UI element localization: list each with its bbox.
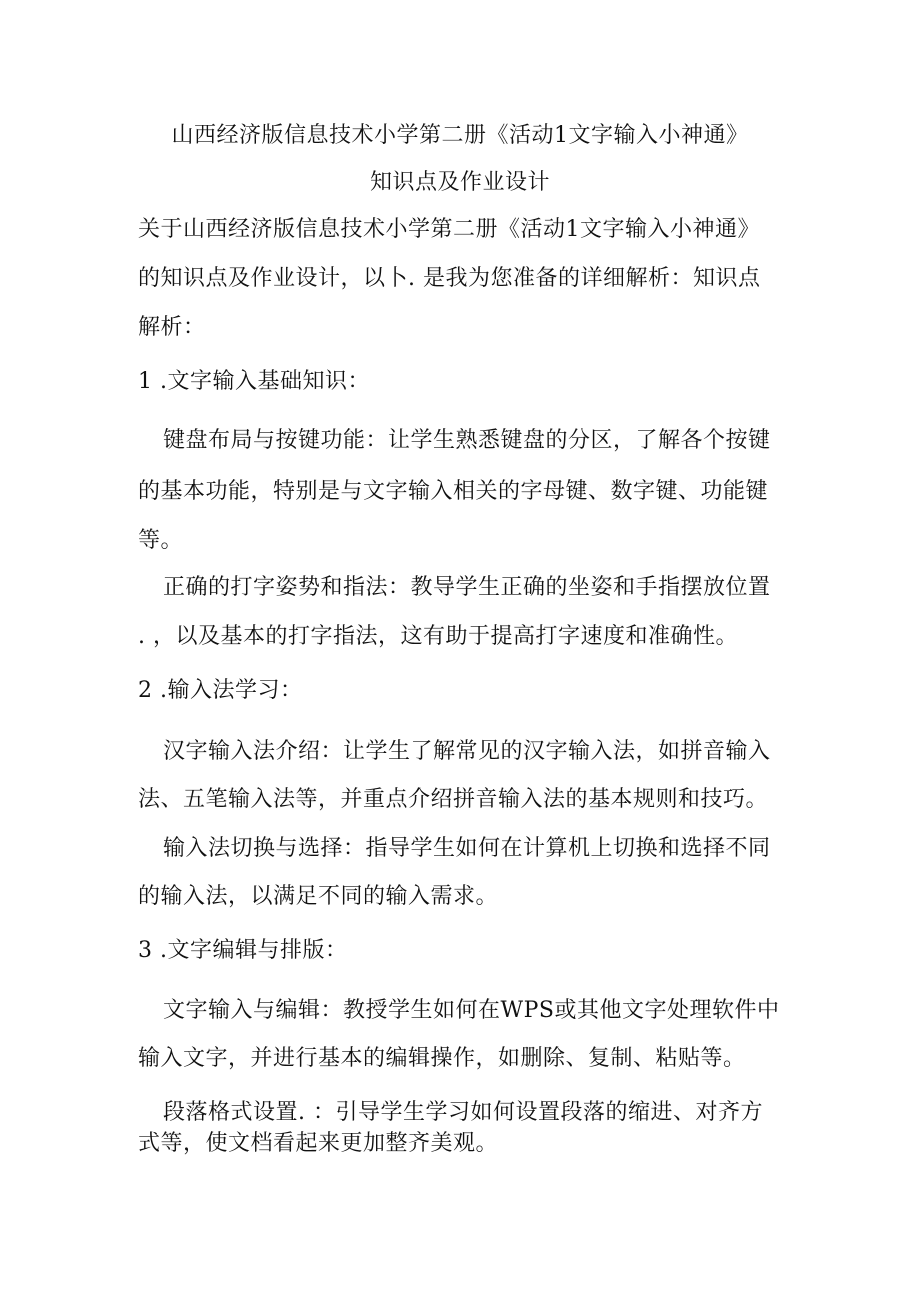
section-3-para-2-line-1: 段落格式设置. ：引导学生学习如何设置段落的缩进、对齐方 xyxy=(163,1100,763,1125)
document-title-line-2: 知识点及作业设计 xyxy=(369,170,550,195)
section-3-para-1-line-2: 输入文字，并进行基本的编辑操作，如删除、复制、粘贴等。 xyxy=(138,1046,746,1071)
section-1-heading: 1 .文字输入基础知识： xyxy=(138,369,370,394)
intro-line-1: 关于山西经济版信息技术小学第二册《活动1文字输入小神通》 xyxy=(138,217,760,242)
section-1-para-1-line-2: 的基本功能，特别是与文字输入相关的字母键、数字键、功能键 xyxy=(138,479,769,504)
section-3-heading: 3 .文字编辑与排版： xyxy=(138,938,348,963)
section-3-para-1-line-1: 文字输入与编辑：教授学生如何在WPS或其他文字处理软件中 xyxy=(163,998,780,1023)
section-2-para-1-line-2: 法、五笔输入法等，并重点介绍拼音输入法的基本规则和技巧。 xyxy=(138,787,769,812)
section-1-para-2-line-2: . ，以及基本的打字指法，这有助于提高打字速度和准确性。 xyxy=(138,624,738,649)
section-1-para-2-line-1: 正确的打字姿势和指法：教导学生正确的坐姿和手指摆放位置 xyxy=(163,575,771,600)
section-2-heading: 2 .输入法学习： xyxy=(138,678,303,703)
document-title-line-1: 山西经济版信息技术小学第二册《活动1文字输入小神通》 xyxy=(171,123,749,148)
section-2-para-2-line-1: 输入法切换与选择：指导学生如何在计算机上切换和选择不同 xyxy=(163,836,771,861)
section-1-para-1-line-3: 等。 xyxy=(138,528,184,553)
section-2-para-2-line-2: 的输入法，以满足不同的输入需求。 xyxy=(138,884,499,909)
intro-line-2: 的知识点及作业设计，以卜. 是我为您准备的详细解析：知识点 xyxy=(138,266,761,291)
section-2-para-1-line-1: 汉字输入法介绍：让学生了解常见的汉字输入法，如拼音输入 xyxy=(163,739,771,764)
intro-line-3: 解析： xyxy=(138,315,206,340)
section-3-para-2-line-2: 式等，使文档看起来更加整齐美观。 xyxy=(138,1131,499,1156)
section-1-para-1-line-1: 键盘布局与按键功能：让学生熟悉键盘的分区，了解各个按键 xyxy=(163,428,771,453)
